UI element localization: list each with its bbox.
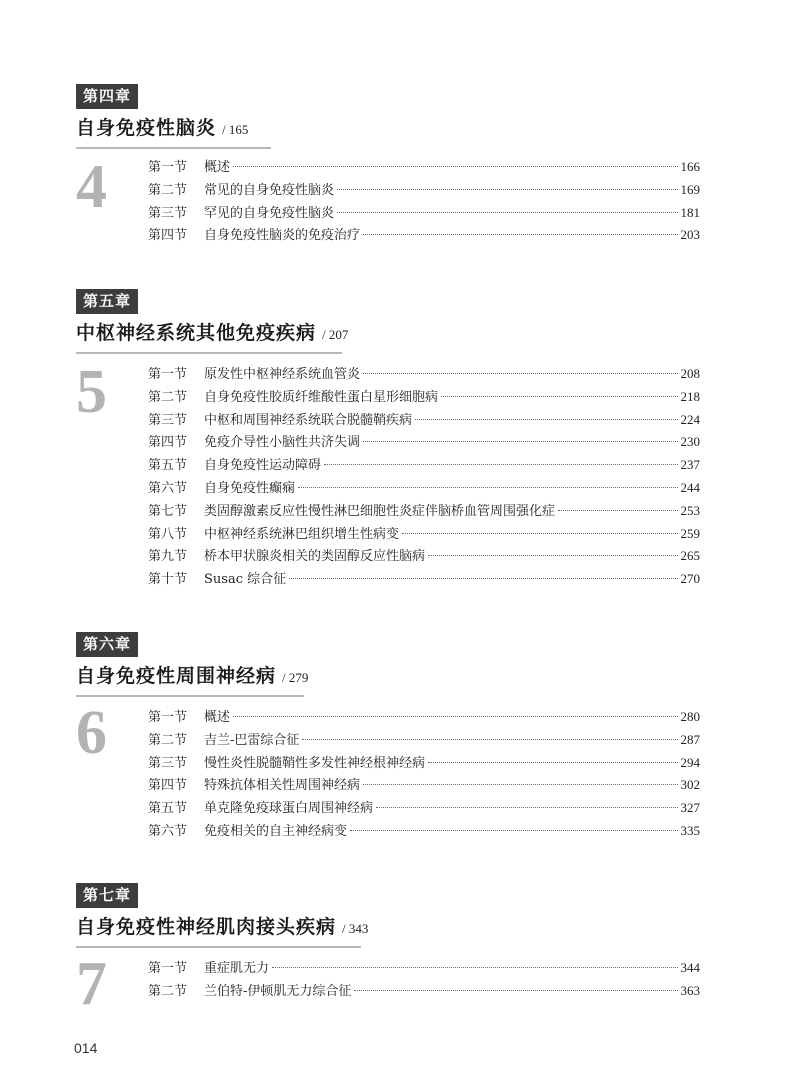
leader-dots bbox=[272, 967, 677, 968]
chapter-number: 6 bbox=[76, 699, 107, 767]
chapter-title-row bbox=[76, 912, 716, 942]
section-title: 原发性中枢神经系统血管炎 bbox=[204, 367, 361, 382]
leader-dots bbox=[324, 464, 677, 465]
section-number: 第二节 bbox=[148, 732, 188, 748]
chapter-number: 5 bbox=[76, 358, 107, 426]
section-list bbox=[148, 957, 700, 1003]
leader-dots bbox=[298, 487, 677, 488]
section-page: 230 bbox=[680, 434, 700, 450]
section-page: 169 bbox=[680, 181, 700, 197]
section-page: 327 bbox=[680, 800, 700, 816]
chapter-underline bbox=[76, 147, 271, 149]
section-page: 294 bbox=[680, 754, 700, 770]
section-title: 桥本甲状腺炎相关的类固醇反应性脑病 bbox=[204, 549, 426, 565]
leader-dots bbox=[376, 807, 677, 808]
section-entry[interactable] bbox=[148, 454, 700, 477]
section-page: 259 bbox=[680, 525, 700, 541]
chapter-number: 7 bbox=[76, 950, 107, 1018]
section-entry[interactable] bbox=[148, 156, 700, 179]
leader-dots bbox=[337, 189, 677, 190]
section-page: 280 bbox=[680, 709, 700, 724]
section-entry[interactable] bbox=[148, 774, 700, 797]
chapter-label: 第六章 bbox=[76, 632, 138, 657]
section-page: 244 bbox=[680, 479, 700, 495]
section-title: 常见的自身免疫性脑炎 bbox=[204, 182, 335, 198]
section-list bbox=[148, 156, 700, 247]
section-number: 第十节 bbox=[148, 572, 188, 588]
chapter-title-row bbox=[76, 661, 716, 691]
section-page: 224 bbox=[680, 411, 700, 427]
section-number: 第七节 bbox=[148, 503, 188, 519]
chapter-4 bbox=[76, 84, 716, 244]
leader-dots bbox=[363, 784, 677, 785]
leader-dots bbox=[354, 990, 677, 991]
section-page: 302 bbox=[680, 777, 700, 793]
leader-dots bbox=[233, 166, 677, 167]
section-title: 罕见的自身免疫性脑炎 bbox=[204, 205, 335, 221]
section-entry[interactable] bbox=[148, 752, 700, 775]
section-title: 类固醇激素反应性慢性淋巴细胞性炎症伴脑桥血管周围强化症 bbox=[204, 503, 556, 519]
section-title: 特殊抗体相关性周围神经病 bbox=[204, 778, 361, 794]
leader-dots bbox=[441, 396, 677, 397]
section-number: 第一节 bbox=[148, 367, 188, 382]
section-entry[interactable] bbox=[148, 706, 700, 729]
section-number: 第五节 bbox=[148, 801, 188, 817]
section-page: 203 bbox=[680, 227, 700, 243]
chapter-label: 第四章 bbox=[76, 84, 138, 109]
section-title: 免疫介导性小脑性共济失调 bbox=[204, 435, 361, 451]
chapter-label: 第七章 bbox=[76, 883, 138, 908]
page-number: 014 bbox=[74, 1040, 98, 1056]
section-number: 第三节 bbox=[148, 205, 188, 221]
section-entry[interactable] bbox=[148, 224, 700, 247]
section-title: 兰伯特-伊顿肌无力综合征 bbox=[204, 983, 352, 999]
chapter-title: 自身免疫性周围神经病 bbox=[76, 665, 277, 687]
section-number: 第六节 bbox=[148, 480, 188, 496]
section-number: 第四节 bbox=[148, 778, 188, 794]
section-number: 第一节 bbox=[148, 961, 188, 976]
section-number: 第六节 bbox=[148, 823, 188, 839]
section-page: 270 bbox=[680, 571, 700, 587]
section-list bbox=[148, 363, 700, 591]
leader-dots bbox=[363, 373, 677, 374]
section-entry[interactable] bbox=[148, 820, 700, 843]
leader-dots bbox=[363, 234, 677, 235]
section-page: 181 bbox=[680, 204, 700, 220]
chapter-label: 第五章 bbox=[76, 289, 138, 314]
leader-dots bbox=[302, 739, 677, 740]
section-entry[interactable] bbox=[148, 729, 700, 752]
section-entry[interactable] bbox=[148, 386, 700, 409]
chapter-title: 自身免疫性神经肌肉接头疾病 bbox=[76, 916, 337, 938]
leader-dots bbox=[233, 716, 677, 717]
section-number: 第三节 bbox=[148, 412, 188, 428]
section-entry[interactable] bbox=[148, 545, 700, 568]
section-entry[interactable] bbox=[148, 980, 700, 1003]
chapter-page: / 343 bbox=[342, 921, 369, 936]
section-entry[interactable] bbox=[148, 409, 700, 432]
section-title: 免疫相关的自主神经病变 bbox=[204, 823, 348, 839]
section-entry[interactable] bbox=[148, 500, 700, 523]
section-page: 363 bbox=[680, 982, 700, 998]
section-title: Susac 综合征 bbox=[204, 572, 287, 588]
section-title: 自身免疫性脑炎的免疫治疗 bbox=[204, 228, 361, 244]
leader-dots bbox=[337, 212, 677, 213]
chapter-5 bbox=[76, 289, 716, 588]
section-title: 慢性炎性脱髓鞘性多发性神经根神经病 bbox=[204, 755, 426, 771]
chapter-title: 自身免疫性脑炎 bbox=[76, 117, 217, 139]
section-number: 第二节 bbox=[148, 389, 188, 405]
section-number: 第四节 bbox=[148, 435, 188, 451]
section-title: 中枢神经系统淋巴组织增生性病变 bbox=[204, 526, 400, 542]
section-entry[interactable] bbox=[148, 523, 700, 546]
section-entry[interactable] bbox=[148, 477, 700, 500]
section-number: 第五节 bbox=[148, 458, 188, 474]
section-page: 344 bbox=[680, 960, 700, 975]
section-title: 自身免疫性癫痫 bbox=[204, 480, 296, 496]
chapter-underline bbox=[76, 352, 342, 354]
section-title: 单克隆免疫球蛋白周围神经病 bbox=[204, 801, 374, 817]
section-number: 第二节 bbox=[148, 983, 188, 999]
section-entry[interactable] bbox=[148, 568, 700, 591]
section-page: 287 bbox=[680, 731, 700, 747]
section-title: 重症肌无力 bbox=[204, 961, 270, 976]
leader-dots bbox=[350, 830, 677, 831]
section-entry[interactable] bbox=[148, 202, 700, 225]
leader-dots bbox=[415, 419, 677, 420]
section-number: 第一节 bbox=[148, 160, 188, 175]
leader-dots bbox=[363, 441, 677, 442]
section-page: 265 bbox=[680, 548, 700, 564]
section-number: 第四节 bbox=[148, 228, 188, 244]
section-title: 自身免疫性胶质纤维酸性蛋白星形细胞病 bbox=[204, 389, 439, 405]
section-title: 自身免疫性运动障碍 bbox=[204, 458, 322, 474]
section-page: 166 bbox=[680, 159, 700, 174]
chapter-page: / 207 bbox=[322, 327, 349, 342]
section-page: 208 bbox=[680, 366, 700, 381]
section-page: 218 bbox=[680, 388, 700, 404]
leader-dots bbox=[428, 762, 677, 763]
leader-dots bbox=[428, 555, 677, 556]
section-entry[interactable] bbox=[148, 179, 700, 202]
chapter-7 bbox=[76, 883, 716, 1018]
chapter-underline bbox=[76, 695, 304, 697]
section-title: 吉兰-巴雷综合征 bbox=[204, 732, 300, 748]
chapter-page: / 279 bbox=[282, 670, 309, 685]
section-page: 253 bbox=[680, 502, 700, 518]
section-entry[interactable] bbox=[148, 363, 700, 386]
section-title: 中枢和周围神经系统联合脱髓鞘疾病 bbox=[204, 412, 413, 428]
section-page: 237 bbox=[680, 457, 700, 473]
leader-dots bbox=[402, 533, 677, 534]
chapter-title-row bbox=[76, 318, 716, 348]
chapter-underline bbox=[76, 946, 361, 948]
section-list bbox=[148, 706, 700, 843]
leader-dots bbox=[558, 510, 677, 511]
chapter-number: 4 bbox=[76, 153, 107, 221]
section-number: 第八节 bbox=[148, 526, 188, 542]
section-title: 概述 bbox=[204, 160, 231, 175]
section-number: 第三节 bbox=[148, 755, 188, 771]
chapter-6 bbox=[76, 632, 716, 839]
section-page: 335 bbox=[680, 822, 700, 838]
section-number: 第二节 bbox=[148, 182, 188, 198]
section-entry[interactable] bbox=[148, 797, 700, 820]
chapter-title-row bbox=[76, 113, 716, 143]
leader-dots bbox=[289, 578, 677, 579]
section-entry[interactable] bbox=[148, 957, 700, 980]
section-title: 概述 bbox=[204, 710, 231, 725]
section-entry[interactable] bbox=[148, 431, 700, 454]
section-number: 第一节 bbox=[148, 710, 188, 725]
chapter-title: 中枢神经系统其他免疫疾病 bbox=[76, 322, 317, 344]
chapter-page: / 165 bbox=[222, 122, 249, 137]
section-number: 第九节 bbox=[148, 549, 188, 565]
